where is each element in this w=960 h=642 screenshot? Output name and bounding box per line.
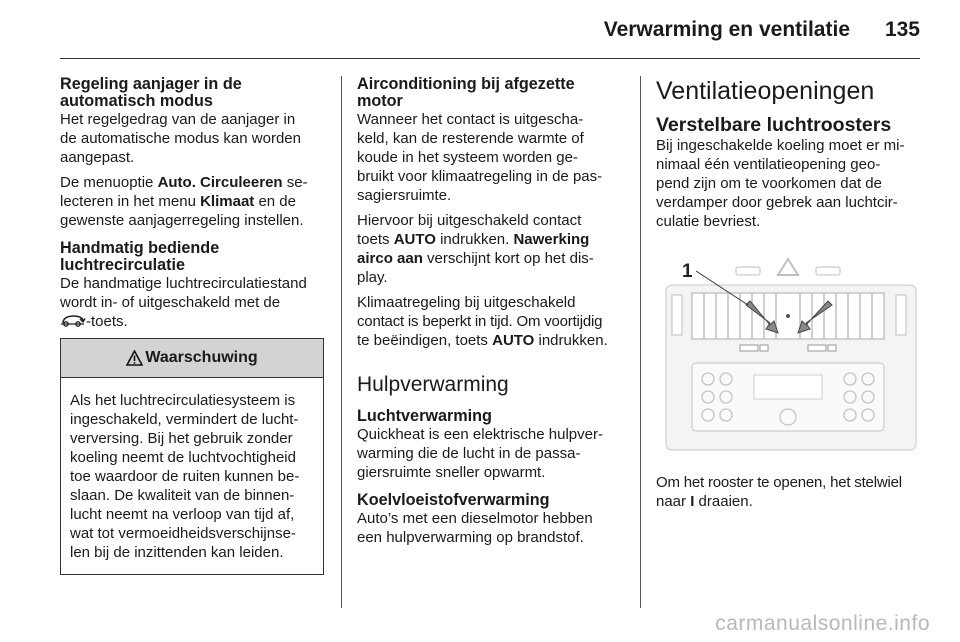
section-heading: Airconditioning bij afgezette motor <box>357 75 575 110</box>
section-heading: Verstelbare luchtroosters <box>656 114 892 136</box>
paragraph: De handmatige luchtrecirculatiestand wordt in- of uitgeschakeld met de -toets. <box>60 275 307 330</box>
column-divider <box>640 76 641 608</box>
section-heading: Handmatig bediende luchtrecirculatie <box>60 239 220 274</box>
header-rule <box>60 58 920 59</box>
vent-figure <box>656 245 921 455</box>
paragraph: Klimaatregeling bij uitgeschakeld contact is beperkt in tijd. Om voortijdig te beëindigen, toets AUTO indrukken. <box>357 294 608 349</box>
chapter-heading: Ventilatieopeningen <box>656 77 875 105</box>
column-divider <box>341 76 342 608</box>
paragraph: De menuoptie Auto. Circuleeren se- lecteren in het menu Klimaat en de gewenste aanjagerregeling instellen. <box>60 174 308 229</box>
paragraph: Auto’s met een dieselmotor hebben een hulpverwarming op brandstof. <box>357 510 593 546</box>
figure-label: 1 <box>682 261 693 282</box>
paragraph: Quickheat is een elektrische hulpver- warming die de lucht in de passa- giersruimte sneller opwarmt. <box>357 426 603 481</box>
recirculation-icon <box>60 314 86 327</box>
paragraph: Hiervoor bij uitgeschakeld contact toets AUTO indrukken. Nawerking airco aan verschijnt kort op het dis- play. <box>357 212 594 286</box>
column-3 <box>656 76 921 511</box>
section-heading: Regeling aanjager in de automatisch modus <box>60 75 242 110</box>
paragraph: Bij ingeschakelde koeling moet er mi- nimaal één ventilatieopening geo- pend zijn om te voorkomen dat de verdamper door gebrek aan luchtcir- culatie bevriest. <box>656 137 905 230</box>
warning-header <box>61 339 323 378</box>
paragraph: Het regelgedrag van de aanjager in de automatische modus kan worden aangepast. <box>60 111 301 166</box>
section-heading: Hulpverwarming <box>357 373 509 396</box>
column-1 <box>60 76 324 575</box>
paragraph: Wanneer het contact is uitgescha- keld, kan de resterende warmte of koude in het systeem worden ge- bruikt voor klimaatregeling in de pas- sagiersruimte. <box>357 111 603 204</box>
column-2 <box>357 76 623 547</box>
warning-box <box>60 338 324 575</box>
watermark: carmanualsonline.info <box>715 612 930 635</box>
section-heading: Koelvloeistofverwarming <box>357 491 550 509</box>
page-header-title: Verwarming en ventilatie <box>603 18 850 41</box>
page-number: 135 <box>884 18 920 41</box>
warning-title: Waarschuwing <box>145 349 258 366</box>
section-heading: Luchtverwarming <box>357 407 492 425</box>
warning-text: Als het luchtrecirculatiesysteem is ingeschakeld, vermindert de lucht- verversing. Bij het gebruik zonder koeling neemt de luchtvochtigheid toe waardoor de ruiten kunnen be- slaan. De kwaliteit van de binnen- lucht neemt na verloop van tijd af, wat tot vermoeidheidsverschijnse- len bij de inzittenden kan leiden. <box>70 392 300 561</box>
figure-caption: Om het rooster te openen, het stelwiel naar I draaien. <box>656 474 902 510</box>
warning-triangle-icon <box>126 350 143 366</box>
